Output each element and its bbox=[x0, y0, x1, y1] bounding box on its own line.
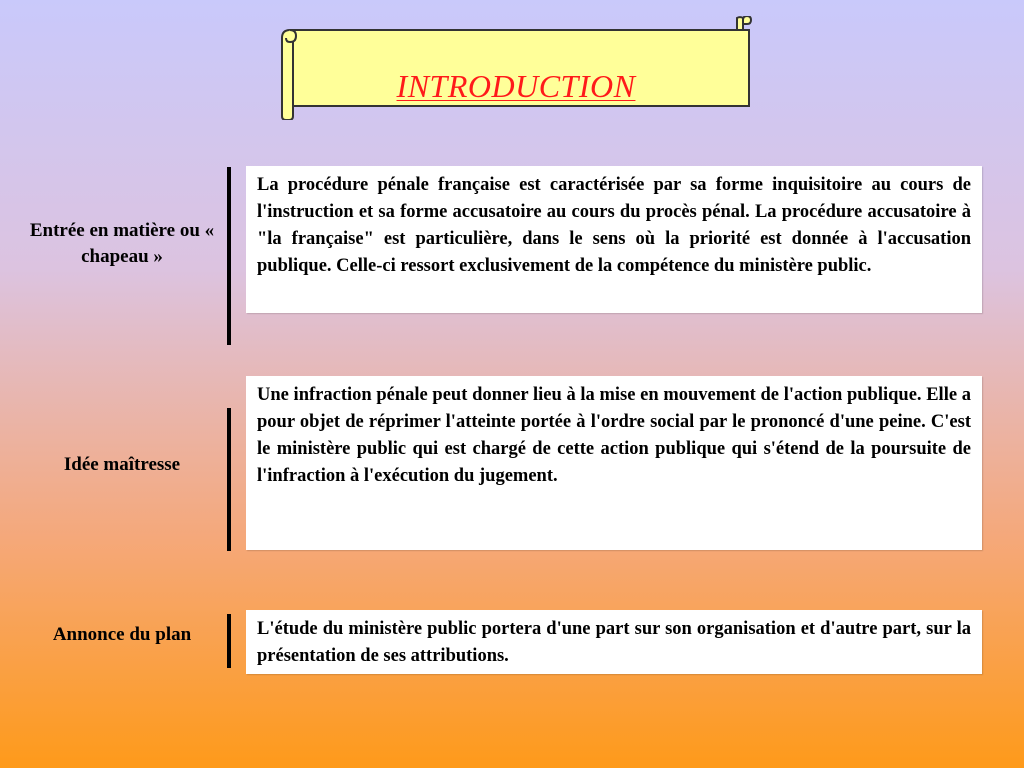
section-text-box-idee: Une infraction pénale peut donner lieu à la mise en mouvement de l'action publique. Elle a pour objet de réprimer l'atteinte portée à l'ordre social par le prononcé d'une peine. C'est le ministère public qui est chargé de cette action publique qui s'étend de la poursuite de l'infraction à l'exécution du jugement. bbox=[246, 376, 982, 550]
section-label-plan: Annonce du plan bbox=[52, 624, 192, 645]
section-divider-bar bbox=[227, 408, 231, 551]
section-divider-bar bbox=[227, 614, 231, 668]
section-divider-bar bbox=[227, 167, 231, 345]
section-label-idee: Idée maîtresse bbox=[63, 454, 181, 475]
section-text-box-entree: La procédure pénale française est caractérisée par sa forme inquisitoire au cours de l'instruction et sa forme accusatoire au cours du procès pénal. La procédure accusatoire à "la française" est particulière, dans le sens où la priorité est donnée à l'accusation publique. Celle-ci ressort exclusivement de la compétence du ministère public. bbox=[246, 166, 982, 313]
title-scroll-banner bbox=[278, 16, 754, 120]
section-label-entree: Entrée en matière ou « chapeau » bbox=[29, 220, 215, 267]
section-text-box-plan: L'étude du ministère public portera d'une part sur son organisation et d'autre part, sur la présentation de ses attributions. bbox=[246, 610, 982, 674]
slide-title: INTRODUCTION bbox=[396, 68, 636, 104]
